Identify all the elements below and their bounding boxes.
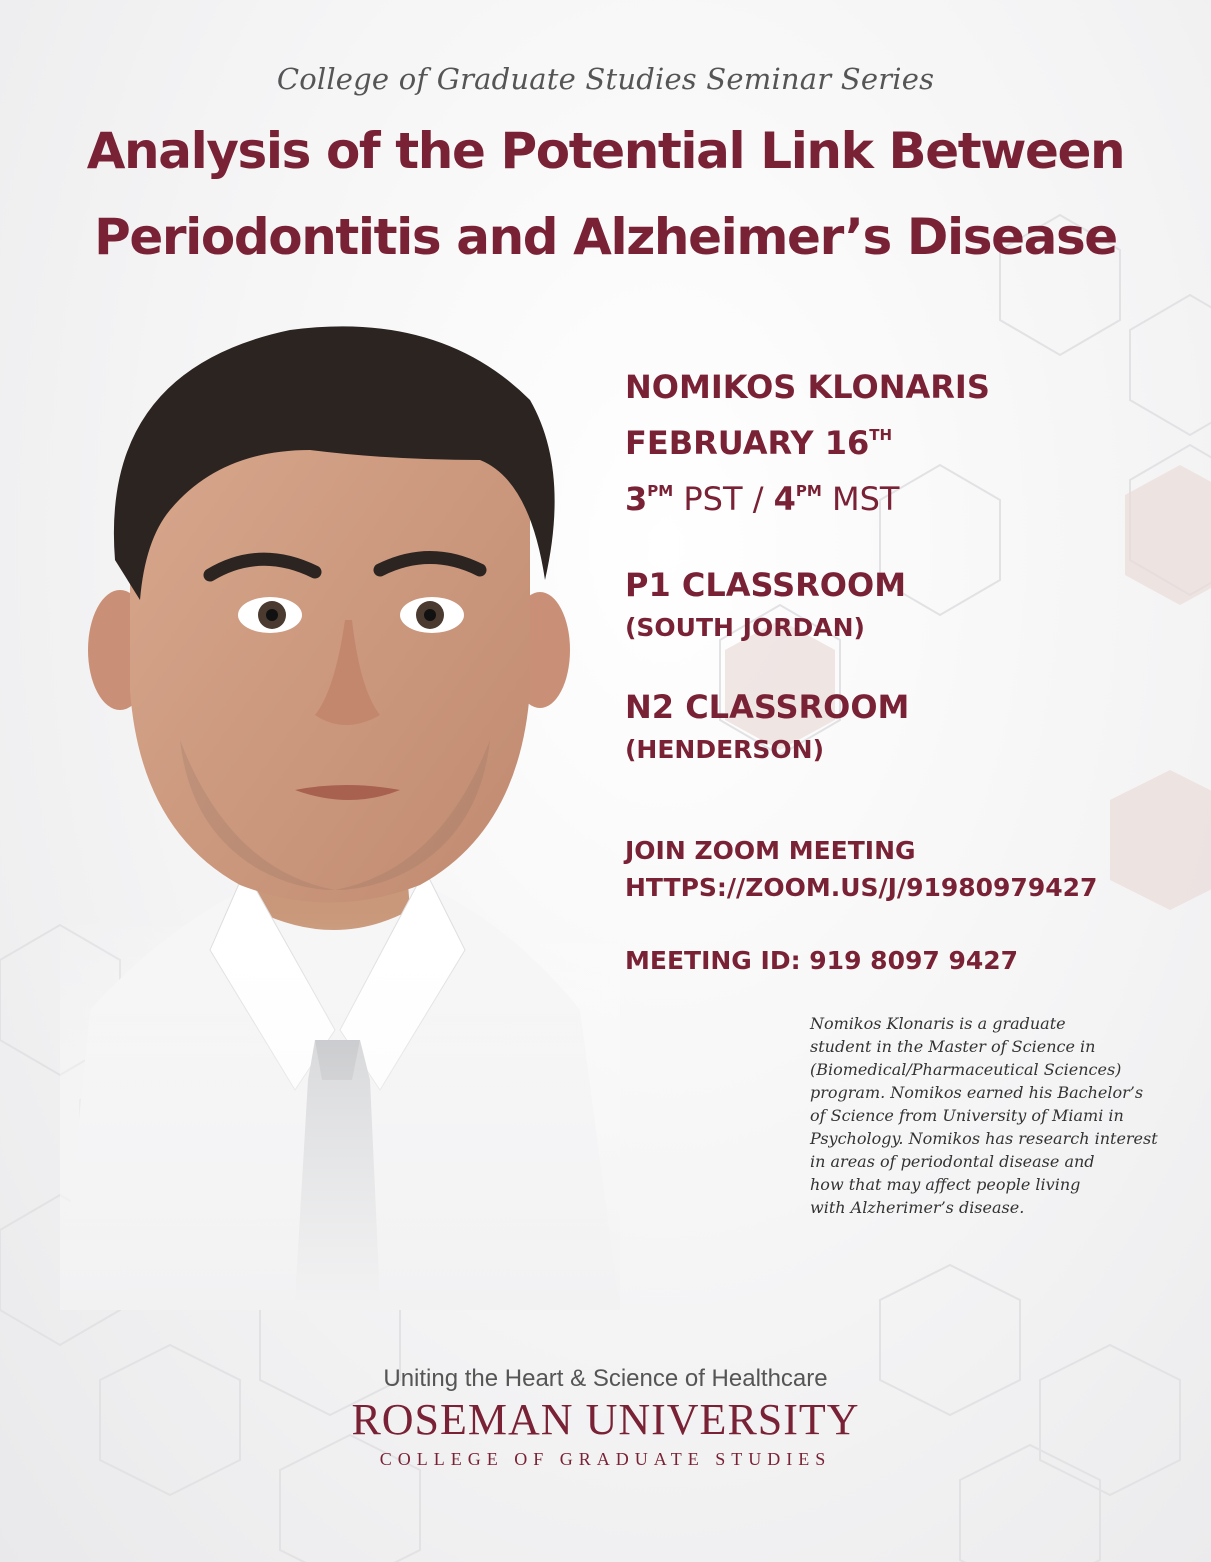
speaker-name: NOMIKOS KLONARIS: [625, 368, 990, 406]
time1-num: 3: [625, 480, 648, 518]
location-1-room: P1 CLASSROOM: [625, 566, 907, 604]
bio-line: program. Nomikos earned his Bachelor’s: [810, 1083, 1144, 1102]
meeting-id: MEETING ID: 919 8097 9427: [625, 946, 1019, 975]
speaker-portrait: [60, 310, 620, 1310]
title-line-1: Analysis of the Potential Link Between: [86, 122, 1125, 180]
location-1-campus: (SOUTH JORDAN): [625, 613, 865, 642]
bio-line: of Science from University of Miami in: [810, 1106, 1124, 1125]
bio-line: how that may affect people living: [810, 1175, 1081, 1194]
speaker-bio: [810, 1012, 1190, 1219]
bio-line: with Alzherimer’s disease.: [810, 1198, 1025, 1217]
time2-num: 4: [773, 480, 796, 518]
location-2-room: N2 CLASSROOM: [625, 688, 910, 726]
seminar-series-label: College of Graduate Studies Seminar Series: [276, 62, 935, 96]
time1-sup: PM: [647, 482, 674, 500]
event-date: [625, 411, 1205, 467]
time2-zone: MST: [821, 480, 900, 518]
time1-zone: PST /: [673, 480, 774, 518]
zoom-label: JOIN ZOOM MEETING: [625, 836, 916, 865]
university-tagline: Uniting the Heart & Science of Healthcare: [383, 1365, 828, 1392]
university-name: ROSEMAN UNIVERSITY: [351, 1395, 860, 1444]
bio-line: student in the Master of Science in: [810, 1037, 1096, 1056]
college-name: COLLEGE OF GRADUATE STUDIES: [379, 1449, 832, 1469]
location-2-campus: (HENDERSON): [625, 735, 825, 764]
zoom-link[interactable]: HTTPS://ZOOM.US/J/91980979427: [625, 873, 1098, 902]
title-line-2: Periodontitis and Alzheimer’s Disease: [94, 208, 1117, 266]
event-details: [625, 363, 1205, 979]
bio-line: Psychology. Nomikos has research interest: [810, 1129, 1158, 1148]
university-footer: [0, 1365, 1211, 1470]
time2-sup: PM: [795, 482, 822, 500]
seminar-title: [0, 108, 1211, 280]
date-main: FEBRUARY 16: [625, 424, 870, 462]
date-suffix: TH: [869, 426, 893, 444]
bio-line: (Biomedical/Pharmaceutical Sciences): [810, 1060, 1122, 1079]
bio-line: in areas of periodontal disease and: [810, 1152, 1095, 1171]
bio-line: Nomikos Klonaris is a graduate: [810, 1014, 1066, 1033]
event-time: [625, 467, 1205, 523]
